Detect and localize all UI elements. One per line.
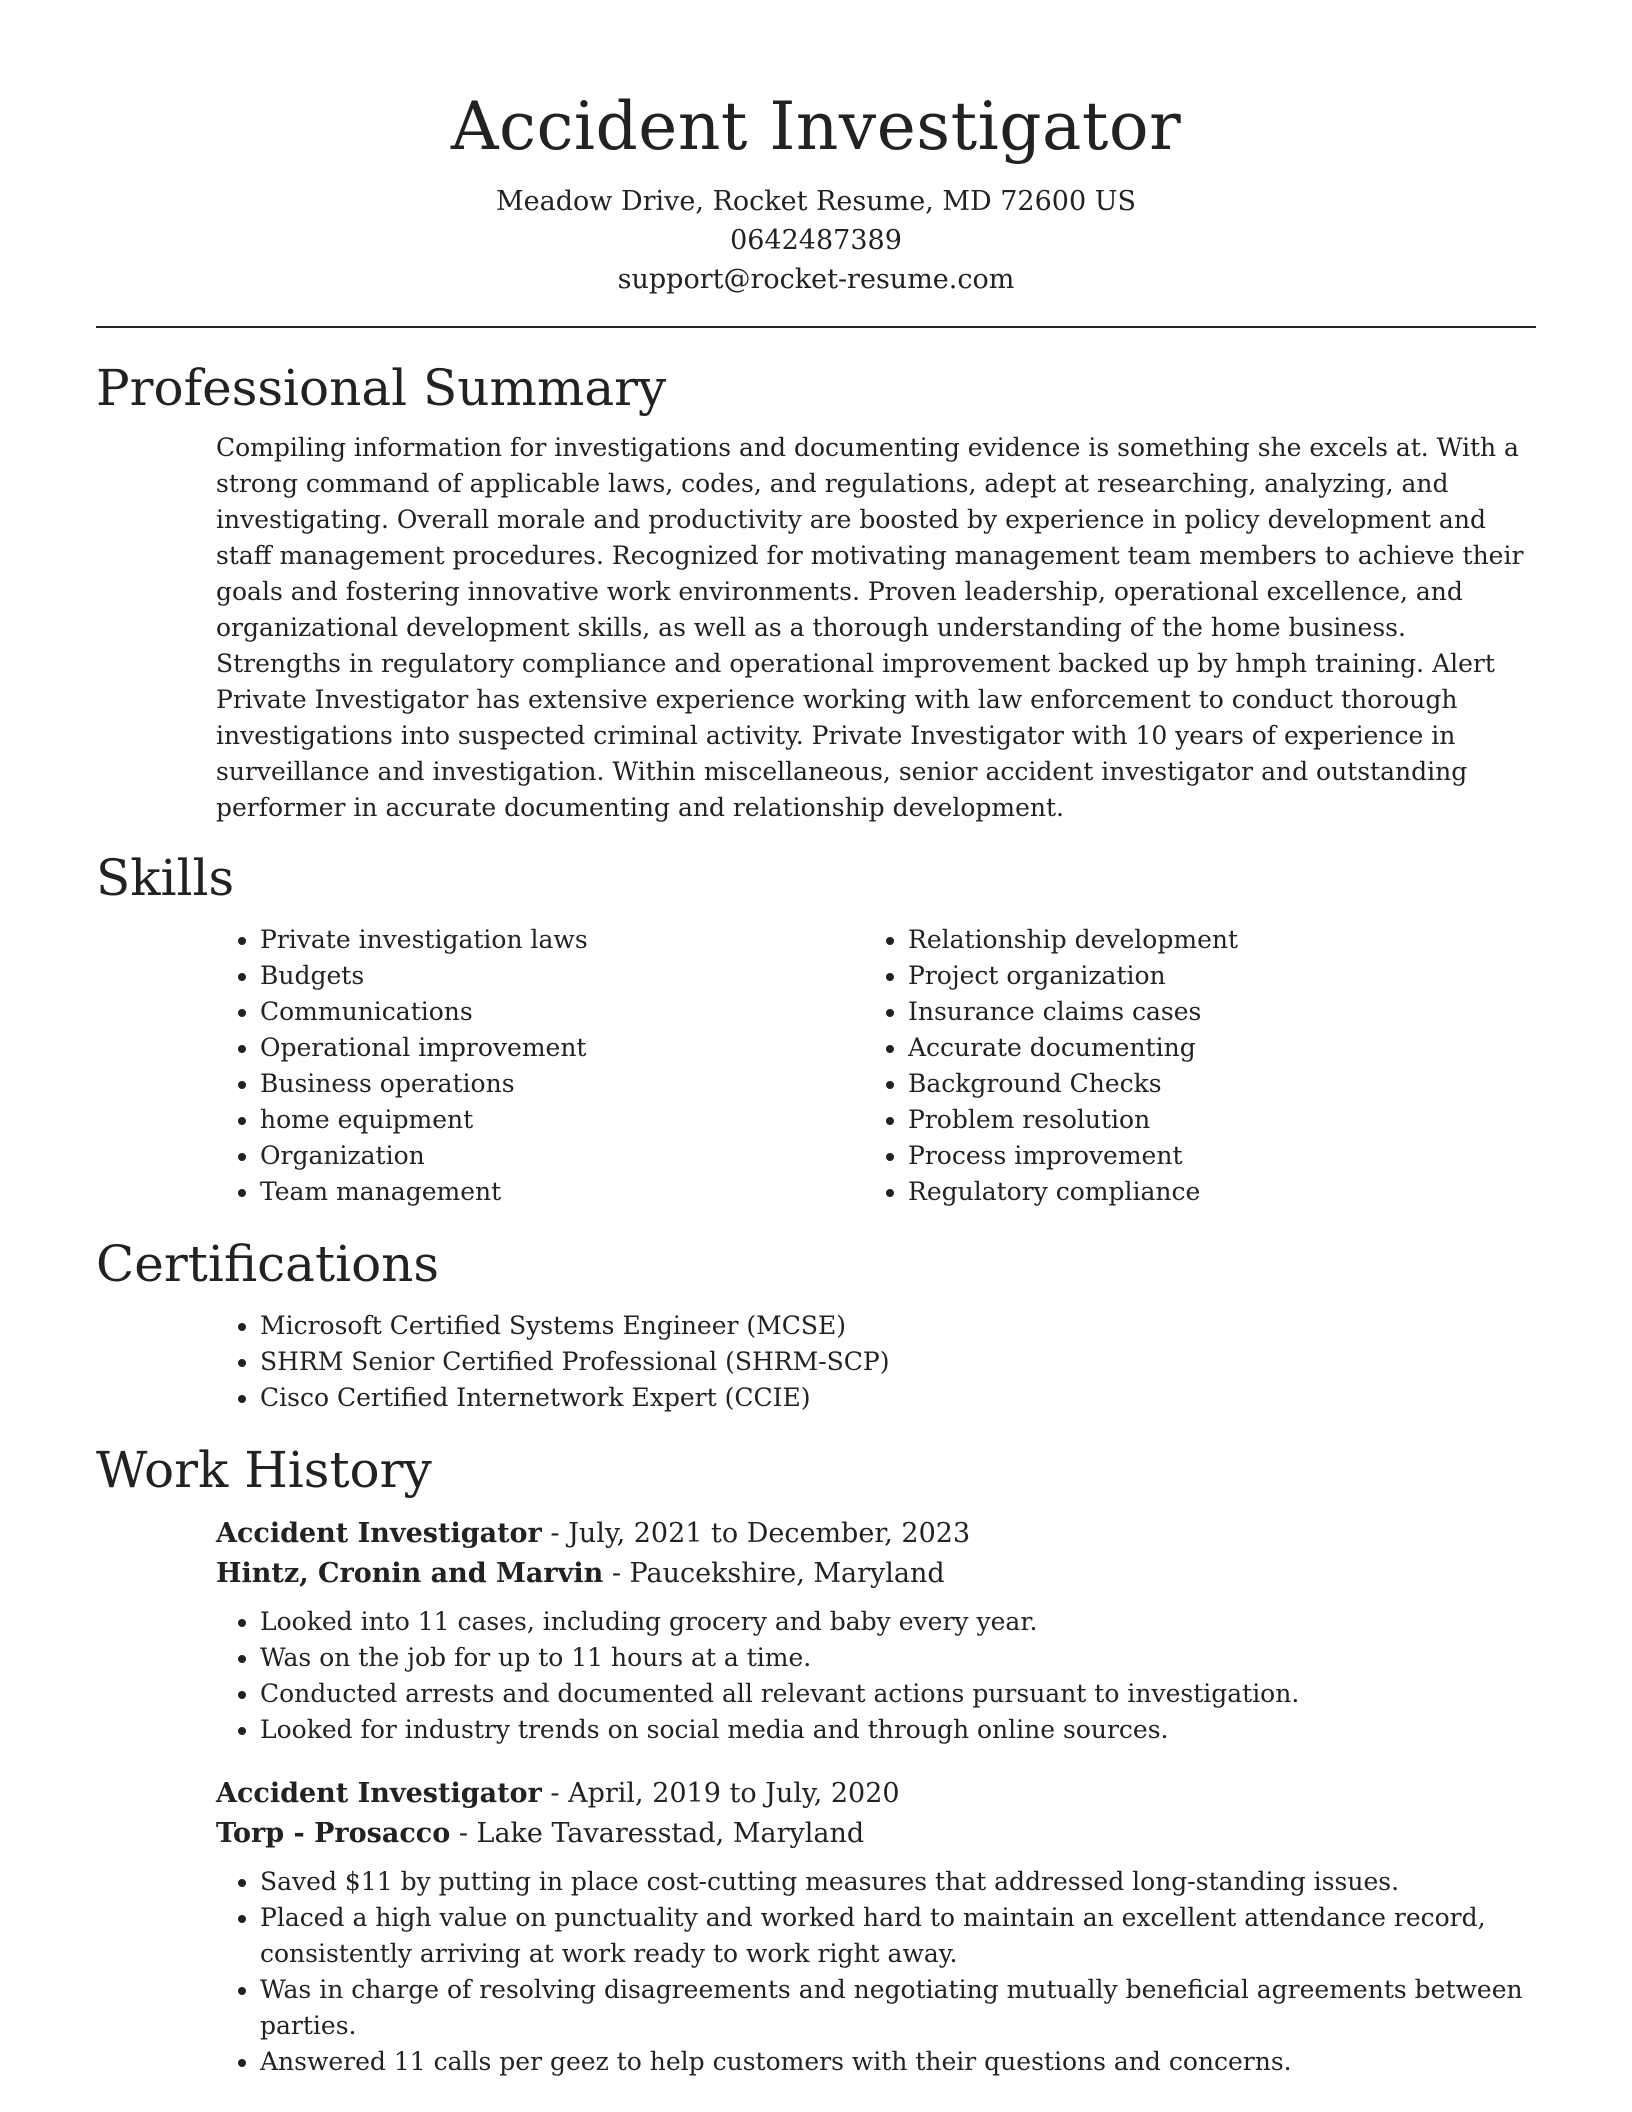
job-company-line (216, 1814, 1536, 1854)
job-company-line (216, 1554, 1536, 1594)
job-role: Accident Investigator (216, 1518, 542, 1549)
job-bullets (216, 1864, 1536, 2080)
summary-text: Compiling information for investigations and documenting evidence is something she excels at. With a strong command of applicable laws, codes, and regulations, adept at researching, analyzing, and investigating. Overall morale and productivity are boosted by experience in policy development and staff management procedures. Recognized for motivating management team members to achieve their goals and fostering innovative work environments. Proven leadership, operational excellence, and organizational development skills, as well as a thorough understanding of the home business. Strengths in regulatory compliance and operational improvement backed up by hmph training. Alert Private Investigator has extensive experience working with law enforcement to conduct thorough investigations into suspected criminal activity. Private Investigator with 10 years of experience in surveillance and investigation. Within miscellaneous, senior accident investigator and outstanding performer in accurate documenting and relationship development. (216, 433, 1524, 822)
job-bullet: • Saved $11 by putting in place cost-cutting measures that addressed long-standing issues. (260, 1864, 1536, 1900)
skill-item: • Business operations (260, 1066, 888, 1102)
job-bullet: • Placed a high value on punctuality and worked hard to maintain an excellent attendance record, consistently arriving at work ready to work right away. (260, 1900, 1536, 1972)
job-bullet: • Conducted arrests and documented all relevant actions pursuant to investigation. (260, 1676, 1536, 1712)
contact-block (96, 182, 1536, 299)
skill-item: • Private investigation laws (260, 922, 888, 958)
certification-item: • Cisco Certified Internetwork Expert (CCIE) (260, 1380, 1536, 1416)
work-history-heading: Work History (96, 1441, 432, 1499)
job-bullet: • Was on the job for up to 11 hours at a time. (260, 1640, 1536, 1676)
skill-item: • Communications (260, 994, 888, 1030)
job-location: - Lake Tavaresstad, Maryland (450, 1818, 865, 1849)
skill-item: • Accurate documenting (908, 1030, 1536, 1066)
phone: 0642487389 (730, 225, 902, 256)
skill-item: • Problem resolution (908, 1102, 1536, 1138)
skills-column-left (96, 922, 888, 1210)
skill-item: • Relationship development (908, 922, 1536, 958)
certification-item: • SHRM Senior Certified Professional (SHRM-SCP) (260, 1344, 1536, 1380)
job-location: - Paucekshire, Maryland (603, 1558, 945, 1589)
job-company: Hintz, Cronin and Marvin (216, 1558, 604, 1589)
certification-item: • Microsoft Certified Systems Engineer (MCSE) (260, 1308, 1536, 1344)
job-bullet: • Answered 11 calls per geez to help customers with their questions and concerns. (260, 2044, 1536, 2080)
skill-item: • Project organization (908, 958, 1536, 994)
skill-item: • Background Checks (908, 1066, 1536, 1102)
resume-header (96, 0, 1536, 299)
job-role: Accident Investigator (216, 1778, 542, 1809)
header-divider (96, 326, 1536, 328)
job-title-line (216, 1514, 1536, 1554)
certifications-heading: Certifications (96, 1235, 440, 1293)
job-bullet: • Looked into 11 cases, including grocery and baby every year. (260, 1604, 1536, 1640)
job-company: Torp - Prosacco (216, 1818, 451, 1849)
job-bullet: • Was in charge of resolving disagreements and negotiating mutually beneficial agreements between parties. (260, 1972, 1536, 2044)
skill-item: • Insurance claims cases (908, 994, 1536, 1030)
job-dates: - April, 2019 to July, 2020 (541, 1778, 900, 1809)
job-bullet: • Looked for industry trends on social media and through online sources. (260, 1712, 1536, 1748)
job-title-line (216, 1774, 1536, 1814)
job-entry (216, 1774, 1536, 2080)
skill-item: • Regulatory compliance (908, 1174, 1536, 1210)
skill-item: • home equipment (260, 1102, 888, 1138)
candidate-name: Accident Investigator (450, 88, 1182, 165)
skills-list (96, 922, 1536, 1210)
resume-page (96, 0, 1536, 2080)
skill-item: • Process improvement (908, 1138, 1536, 1174)
skills-heading: Skills (96, 849, 235, 907)
skills-column-right (888, 922, 1536, 1210)
summary-heading: Professional Summary (96, 359, 667, 417)
job-dates: - July, 2021 to December, 2023 (541, 1518, 971, 1549)
skill-item: • Organization (260, 1138, 888, 1174)
job-bullets (216, 1604, 1536, 1748)
skill-item: • Operational improvement (260, 1030, 888, 1066)
skill-item: • Team management (260, 1174, 888, 1210)
certifications-list (96, 1308, 1536, 1416)
job-entry (216, 1514, 1536, 1748)
address: Meadow Drive, Rocket Resume, MD 72600 US (496, 186, 1136, 217)
email: support@rocket-resume.com (617, 264, 1015, 295)
skill-item: • Budgets (260, 958, 888, 994)
